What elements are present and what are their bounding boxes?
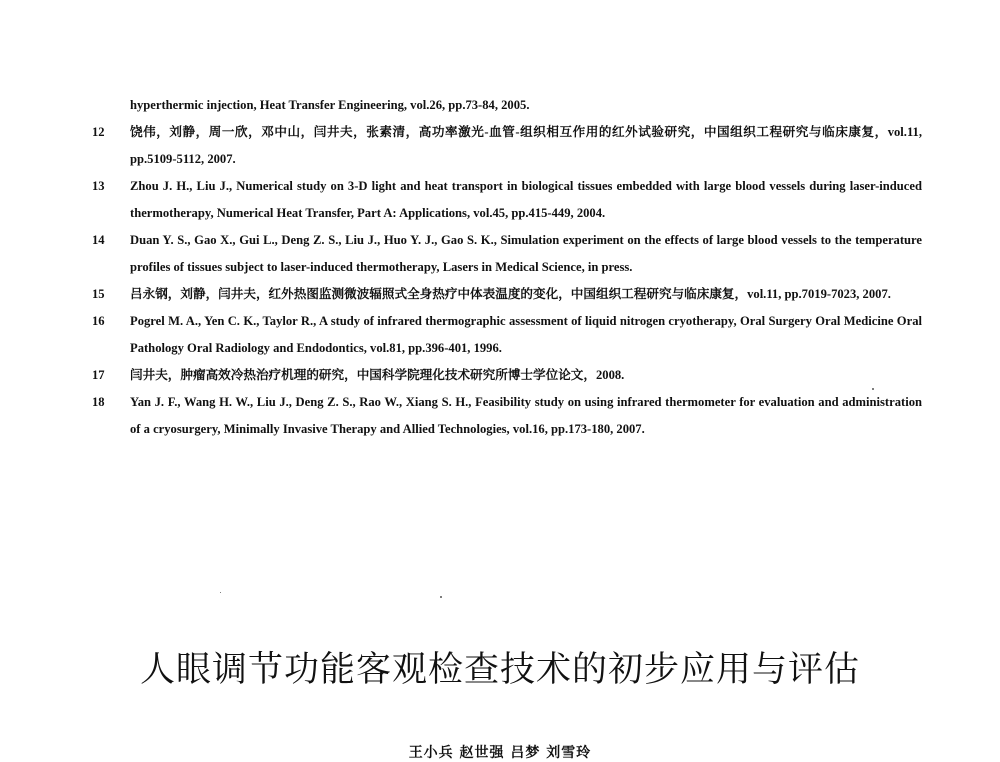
reference-number: 17 [92, 368, 105, 382]
reference-item [92, 119, 922, 173]
reference-item [92, 308, 922, 362]
reference-text: 饶伟，刘静，周一欣，邓中山，闫井夫，张素清，高功率激光-血管-组织相互作用的红外试验研究，中国组织工程研究与临床康复，vol.11, pp.5109-5112, 2007. [130, 125, 922, 166]
reference-item [92, 281, 922, 308]
reference-number: 14 [92, 233, 105, 247]
reference-item [92, 362, 922, 389]
reference-item [92, 92, 922, 119]
reference-number: 15 [92, 287, 105, 301]
reference-item [92, 173, 922, 227]
reference-text: Zhou J. H., Liu J., Numerical study on 3-D light and heat transport in biological tissues embedded with large blood vessels during laser-induced thermotherapy, Numerical Heat Transfer, Part A: Applications, vol.45, pp.415-449, 2004. [130, 179, 922, 220]
reference-item [92, 227, 922, 281]
reference-number: 13 [92, 179, 105, 193]
reference-text: 闫井夫，肿瘤高效冷热治疗机理的研究，中国科学院理化技术研究所博士学位论文，2008. [130, 368, 625, 382]
article-title: 人眼调节功能客观检查技术的初步应用与评估 [139, 650, 860, 690]
reference-item [92, 389, 922, 443]
reference-number: 18 [92, 395, 105, 409]
reference-text: 吕永钢，刘静，闫井夫，红外热图监测微波辐照式全身热疗中体表温度的变化，中国组织工程研究与临床康复，vol.11, pp.7019-7023, 2007. [130, 287, 891, 301]
reference-text: Yan J. F., Wang H. W., Liu J., Deng Z. S., Rao W., Xiang S. H., Feasibility study on using infrared thermometer for evaluation and administration of a cryosurgery, Minimally Invasive Therapy and Allied Technologies, vol.16, pp.173-180, 2007. [130, 395, 922, 436]
reference-text: Pogrel M. A., Yen C. K., Taylor R., A study of infrared thermographic assessment of liquid nitrogen cryotherapy, Oral Surgery Oral Medicine Oral Pathology Oral Radiology and Endodontics, vol.81, pp.396-401, 1996. [130, 314, 922, 355]
reference-number: 12 [92, 125, 105, 139]
reference-text: hyperthermic injection, Heat Transfer Engineering, vol.26, pp.73-84, 2005. [130, 98, 530, 112]
reference-number: 16 [92, 314, 105, 328]
scan-speck [220, 592, 221, 593]
scan-speck [440, 596, 442, 598]
scan-speck [872, 388, 874, 390]
article-authors: 王小兵 赵世强 吕梦 刘雪玲 [408, 745, 592, 761]
reference-text: Duan Y. S., Gao X., Gui L., Deng Z. S., Liu J., Huo Y. J., Gao S. K., Simulation experiment on the effects of large blood vessels to the temperature profiles of tissues subject to laser-induced thermotherapy, Lasers in Medical Science, in press. [130, 233, 922, 274]
reference-list [92, 92, 922, 443]
